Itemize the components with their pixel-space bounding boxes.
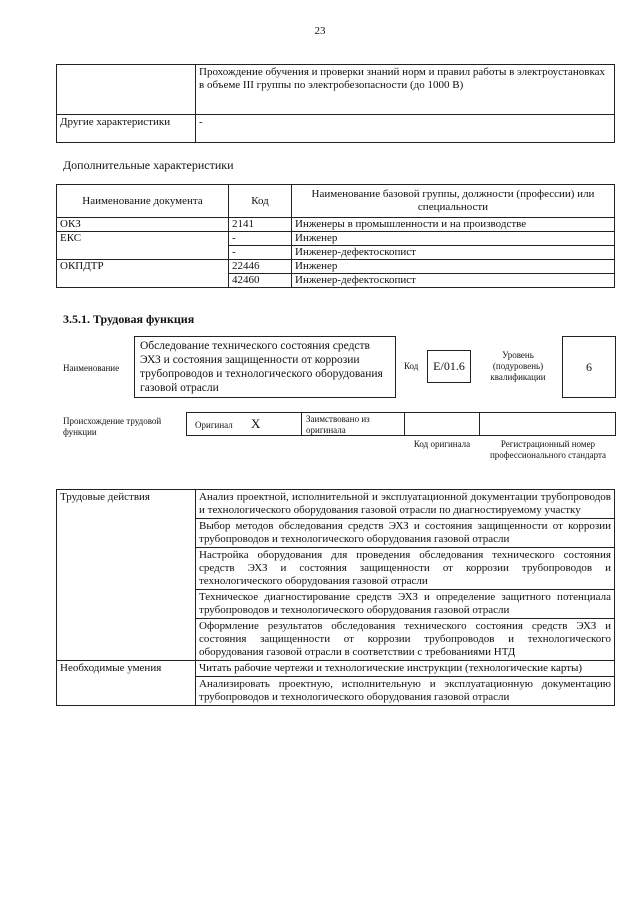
skills-label: Необходимые умения xyxy=(57,661,196,706)
code-cell: - xyxy=(229,246,292,260)
other-characteristics-label: Другие характеристики xyxy=(57,115,196,143)
skill-item: Анализировать проектную, исполнительную и эксплуатационную документацию трубопроводов и технологического оборудования газовой отрасли xyxy=(196,677,615,706)
code-cell: 42460 xyxy=(229,274,292,288)
additional-characteristics-heading: Дополнительные характеристики xyxy=(63,158,234,172)
table-row xyxy=(57,490,615,519)
labor-action-item: Анализ проектной, исполнительной и эксплуатационной документации трубопроводов и технологического оборудования газовой отрасли по диагностируемому участку xyxy=(196,490,615,519)
name-cell: Инженер-дефектоскопист xyxy=(292,274,615,288)
doc-cell: ЕКС xyxy=(57,232,229,260)
table-row xyxy=(57,232,615,246)
other-characteristics-value: - xyxy=(196,115,615,143)
labor-actions-label: Трудовые действия xyxy=(57,490,196,661)
name-cell: Инженер xyxy=(292,232,615,246)
empty-label-cell xyxy=(57,65,196,115)
origin-code-cell xyxy=(404,412,480,436)
borrowed-cell xyxy=(301,412,405,436)
table-row xyxy=(57,260,615,274)
code-cell: 2141 xyxy=(229,218,292,232)
reg-number-cell xyxy=(479,412,616,436)
labor-action-item: Выбор методов обследования средств ЭХЗ и состояния защищенности от коррозии трубопроводов и технологического оборудования газовой отрасли xyxy=(196,519,615,548)
borrowed-label: Заимствовано из оригинала xyxy=(306,414,370,435)
electrical-safety-text: Прохождение обучения и проверки знаний норм и правил работы в электроустановках в объеме III группы по электробезопасности (до 1000 В) xyxy=(196,65,615,115)
header-code: Код xyxy=(229,185,292,218)
qualification-requirements-table xyxy=(56,64,615,143)
skill-item: Читать рабочие чертежи и технологические инструкции (технологические карты) xyxy=(196,661,615,677)
original-label: Оригинал xyxy=(195,420,233,430)
reg-number-label: Регистрационный номер профессионального стандарта xyxy=(489,439,607,460)
qualification-level-value: 6 xyxy=(562,336,616,398)
origin-label: Происхождение трудовой функции xyxy=(63,416,162,437)
name-cell: Инженер xyxy=(292,260,615,274)
code-label: Код xyxy=(404,361,419,371)
function-name-box: Обследование технического состояния средств ЭХЗ и состояния защищенности от коррозии трубопроводов и технологического оборудования газовой отрасли xyxy=(134,336,396,398)
additional-characteristics-table xyxy=(56,184,615,288)
origin-code-label: Код оригинала xyxy=(413,439,471,449)
name-label: Наименование xyxy=(63,363,120,373)
name-cell: Инженеры в промышленности и на производстве xyxy=(292,218,615,232)
labor-actions-table xyxy=(56,489,615,706)
header-document-name: Наименование документа xyxy=(57,185,229,218)
qualification-level-label: Уровень (подуровень) квалификации xyxy=(490,350,546,382)
table-row xyxy=(57,218,615,232)
labor-function-title: 3.5.1. Трудовая функция xyxy=(63,312,195,326)
labor-action-item: Техническое диагностирование средств ЭХЗ и определение защитного потенциала трубопроводов и технологического оборудования газовой отрасли xyxy=(196,590,615,619)
original-cell xyxy=(186,412,302,436)
doc-cell: ОКПДТР xyxy=(57,260,229,288)
code-cell: 22446 xyxy=(229,260,292,274)
labor-action-item: Оформление результатов обследования технического состояния средств ЭХЗ и состояния защищенности от коррозии трубопроводов и технологического оборудования газовой отрасли в соответствии с требованиями НТД xyxy=(196,619,615,661)
labor-action-item: Настройка оборудования для проведения обследования технического состояния средств ЭХЗ и состояния защищенности от коррозии трубопроводов и технологического оборудования газовой отрасли xyxy=(196,548,615,590)
doc-cell: ОКЗ xyxy=(57,218,229,232)
page-number: 23 xyxy=(314,25,326,37)
original-mark: X xyxy=(251,416,261,431)
header-group-name: Наименование базовой группы, должности (профессии) или специальности xyxy=(292,185,615,218)
code-value-box: E/01.6 xyxy=(427,350,471,383)
code-cell: - xyxy=(229,232,292,246)
table-row xyxy=(57,661,615,677)
name-cell: Инженер-дефектоскопист xyxy=(292,246,615,260)
